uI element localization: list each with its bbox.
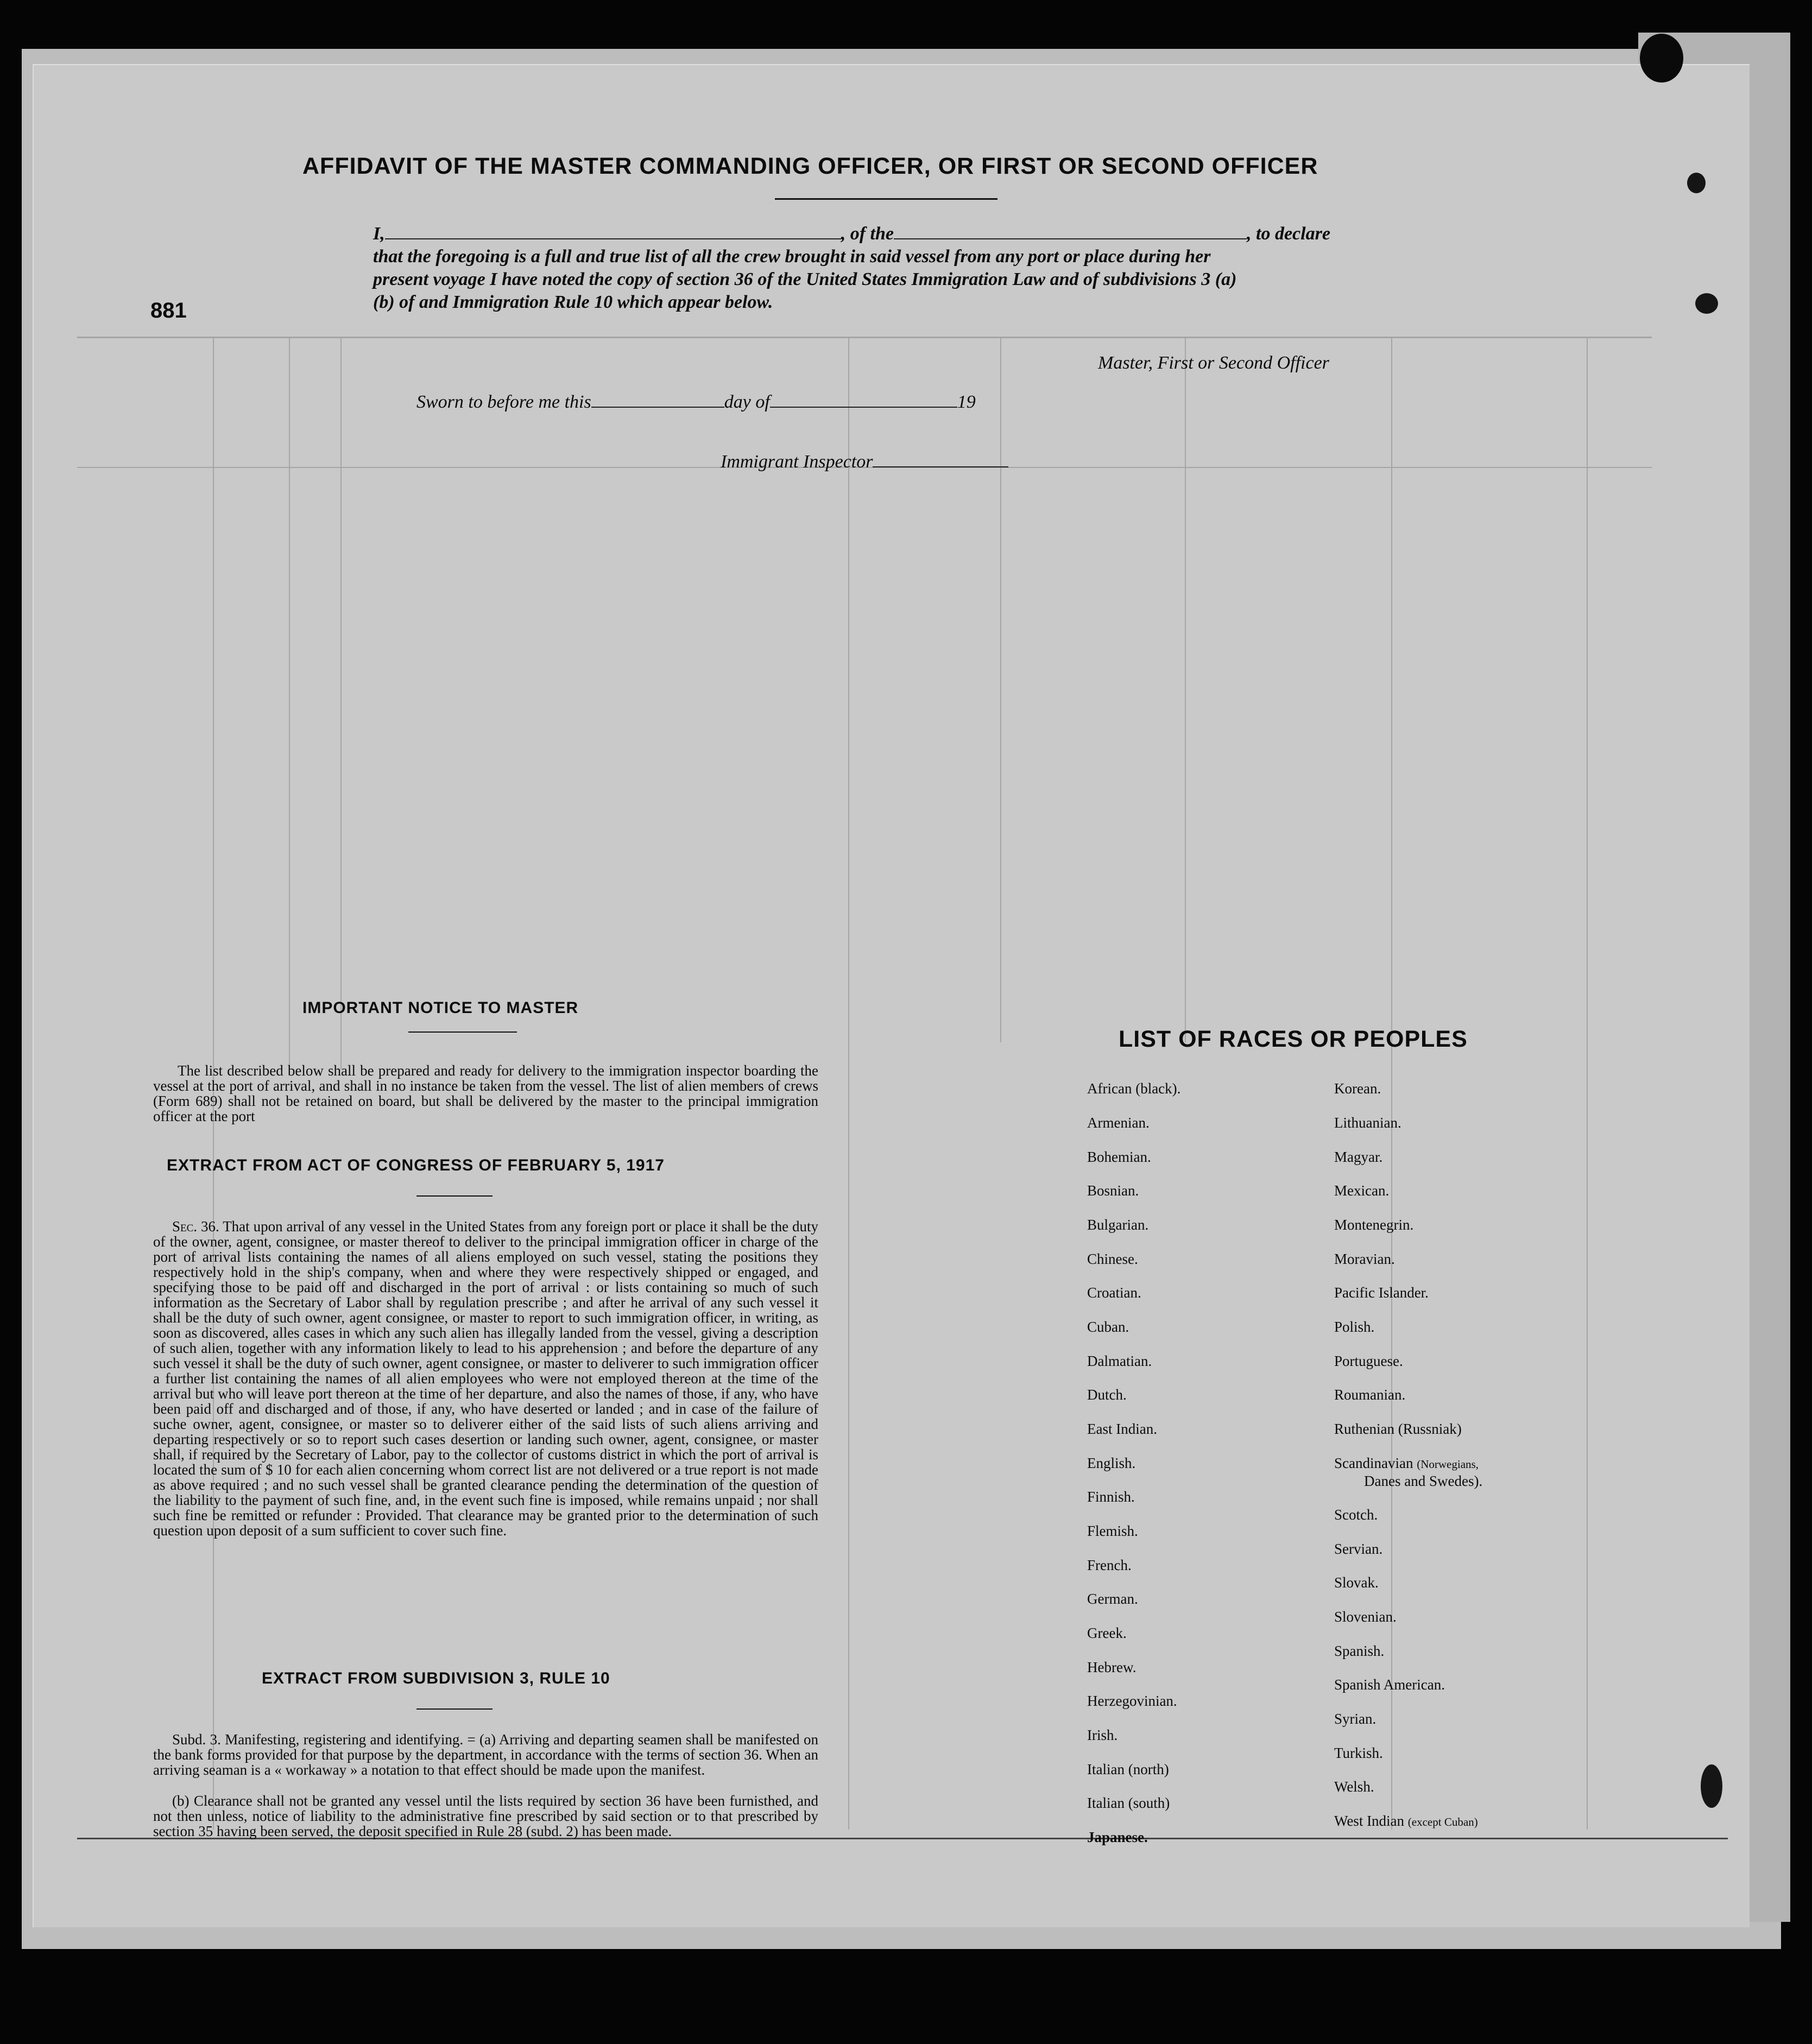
race-right: Pacific Islander. — [1334, 1284, 1429, 1301]
punch-hole — [1687, 173, 1706, 193]
races-heading: LIST OF RACES OR PEOPLES — [1119, 1026, 1468, 1052]
affidavit-line-4: (b) of and Immigration Rule 10 which appear below. — [373, 292, 773, 312]
grid-line — [1185, 337, 1186, 1042]
race-right: Turkish. — [1334, 1745, 1383, 1761]
race-right: Mexican. — [1334, 1182, 1390, 1199]
sworn-label: Sworn to before me this — [416, 392, 591, 412]
act-text — [153, 1219, 818, 1538]
race-left: African (black). — [1087, 1080, 1181, 1097]
grid-line — [77, 337, 1652, 338]
race-left: Flemish. — [1087, 1523, 1138, 1539]
race-left: French. — [1087, 1557, 1132, 1573]
grid-line — [1000, 337, 1001, 1042]
race-left: Italian (south) — [1087, 1795, 1170, 1811]
race-right — [1334, 1455, 1479, 1472]
race-left: Greek. — [1087, 1625, 1127, 1641]
race-right-note: Danes and Swedes). — [1364, 1473, 1483, 1489]
affidavit-line-3: present voyage I have noted the copy of section 36 of the United States Immigration Law and of subdivisions 3 (a) — [373, 269, 1237, 289]
rule-rule — [416, 1708, 493, 1710]
affidavit-to-declare: , to declare — [1247, 224, 1330, 244]
race-left: Bulgarian. — [1087, 1217, 1149, 1233]
race-right: Lithuanian. — [1334, 1115, 1401, 1131]
race-right: Spanish American. — [1334, 1676, 1445, 1693]
race-right: Montenegrin. — [1334, 1217, 1414, 1233]
race-scandinavian: Scandinavian — [1334, 1455, 1413, 1471]
race-right: Syrian. — [1334, 1711, 1377, 1727]
inspector-label: Immigrant Inspector — [721, 452, 873, 472]
race-right: Welsh. — [1334, 1779, 1374, 1795]
affidavit-of-the: , of the — [841, 224, 894, 244]
race-left: Hebrew. — [1087, 1659, 1137, 1675]
race-left: Croatian. — [1087, 1284, 1141, 1301]
act-body: That upon arrival of any vessel in the United States from any foreign port or place it shall be the duty of the owner, agent, consignee, or master thereof to deliver to the principal immigration officer in charge of the port of arrival lists containing the names of all aliens employed on such vessel, stating the positions they respectively hold in the ship's company, when and where they were respectively shipped or engaged, and specifying those to be paid off and discharged in the port of arrival : or lists containing so much of such information as the Secretary of Labor shall by regulation prescribe ; and after he arrival of any such vessel it shall be the duty of such owner, agent consignee, or master to report to such immigration officer, in writing, as soon as discovered, alles cases in which any such alien has illegally landed from the vessel, giving a description of such alien, together with any information likely to lead to his apprehension ; and before the departure of any such vessel it shall be the duty of such owner, agent consignee, or master to deliverer to such immigration officer a further list containing the names of all alien employees who were not employed thereon at the time of the arrival but who will leave port thereon at the time of her departure, and also the names of those, if any, who have been paid off and discharged and of those, if any, who have deserted or landed ; and in case of the failure of suche owner, agent, consignee, or master so to deliverer either of the said lists of such aliens arriving and departing respectively or so to report such cases desertion or landing such owner, agent, consignee, or master shall, if required by the Secretary of Labor, pay to the collector of customs district in which the port of arrival is located the sum of $ 10 for each alien concerning whom correct list are not delivered or a true report is not made as above required ; and no such vessel shall be granted clearance pending the determination of the question of the liability to the payment of such fine, and, in the event such fine is imposed, while remains unpaid ; nor shall such fine be remitted or refunder : Provided. That clearance may be granted prior to the determination of such question upon deposit of a sum sufficient to cover such fine. — [153, 1218, 819, 1539]
race-right: Servian. — [1334, 1541, 1383, 1557]
affidavit-line-1 — [373, 223, 1330, 245]
rule-heading: EXTRACT FROM SUBDIVISION 3, RULE 10 — [262, 1669, 610, 1687]
race-left: Bohemian. — [1087, 1149, 1151, 1165]
rule-subd-a: Subd. 3. Manifesting, registering and identifying. = (a) Arriving and departing seamen shall be manifested on the bank forms provided for that purpose by the department, in accordance with the terms of section 36. When an arriving seaman is a « workaway » a notation to that effect should be made upon the manifest. — [153, 1731, 818, 1778]
race-left: East Indian. — [1087, 1421, 1157, 1437]
race-right: Roumanian. — [1334, 1387, 1406, 1403]
day-blank[interactable] — [591, 407, 724, 408]
affidavit-title: AFFIDAVIT OF THE MASTER COMMANDING OFFICER, OR FIRST OR SECOND OFFICER — [302, 153, 1318, 179]
affidavit-line-2: that the foregoing is a full and true list of all the crew brought in said vessel from any port or place during her — [373, 246, 1211, 267]
race-left: Dalmatian. — [1087, 1353, 1152, 1369]
rule-subd-b: (b) Clearance shall not be granted any vessel until the lists required by section 36 have been furnisthed, and not then unless, notice of liability to the administrative fine prescribed by said section or to that prescribed by section 35 having been served, the deposit specified in Rule 28 (subd. 2) has been made. — [153, 1793, 818, 1839]
race-right: Scotch. — [1334, 1507, 1378, 1523]
race-right: Portuguese. — [1334, 1353, 1403, 1369]
year-label: 19 — [957, 392, 976, 412]
notice-text: The list described below shall be prepared and ready for delivery to the immigration inspector boarding the vessel at the port of arrival, and shall in no instance be taken from the vessel. The list of alien members of crews (Form 689) shall not be retained on board, but shall be delivered by the master to the principal immigration officer at the port — [153, 1062, 818, 1124]
race-left: Dutch. — [1087, 1387, 1127, 1403]
inspector-line — [721, 451, 1008, 473]
name-blank[interactable] — [385, 238, 841, 239]
race-left: Italian (north) — [1087, 1761, 1169, 1777]
race-west-indian-note: (except Cuban) — [1407, 1815, 1478, 1828]
act-lead: Sec. 36. — [172, 1218, 219, 1235]
race-right: Slovenian. — [1334, 1609, 1397, 1625]
race-right: Ruthenian (Russniak) — [1334, 1421, 1462, 1437]
race-left: Irish. — [1087, 1727, 1118, 1743]
punch-hole — [1695, 293, 1718, 314]
month-blank[interactable] — [770, 407, 957, 408]
race-left: German. — [1087, 1591, 1138, 1607]
race-scandinavian-note: (Norwegians, — [1417, 1458, 1479, 1471]
act-rule — [416, 1195, 493, 1197]
grid-line — [289, 337, 290, 1070]
vessel-blank[interactable] — [894, 238, 1247, 239]
day-of-label: day of — [724, 392, 770, 412]
punch-hole — [1701, 1764, 1722, 1808]
grid-line — [848, 337, 849, 1830]
race-right: Korean. — [1334, 1080, 1381, 1097]
sheet-number: 881 — [150, 299, 187, 322]
title-rule — [775, 198, 997, 200]
race-west-indian: West Indian — [1334, 1813, 1405, 1829]
master-label: Master, First or Second Officer — [1098, 353, 1329, 373]
race-right: Magyar. — [1334, 1149, 1383, 1165]
race-left: English. — [1087, 1455, 1136, 1471]
grid-line — [340, 337, 342, 1070]
race-left: Japanese. — [1087, 1829, 1148, 1845]
inspector-blank[interactable] — [873, 466, 1008, 467]
corner-tab — [1640, 34, 1683, 83]
race-left: Finnish. — [1087, 1489, 1135, 1505]
race-left: Cuban. — [1087, 1319, 1129, 1335]
race-left: Herzegovinian. — [1087, 1693, 1177, 1709]
race-left: Chinese. — [1087, 1251, 1138, 1267]
race-right: Spanish. — [1334, 1643, 1385, 1659]
race-left: Armenian. — [1087, 1115, 1150, 1131]
sworn-line — [416, 391, 976, 414]
race-right: Slovak. — [1334, 1574, 1379, 1591]
race-right: Moravian. — [1334, 1251, 1395, 1267]
grid-line — [1587, 337, 1588, 1830]
grid-line — [1391, 337, 1392, 1830]
notice-rule — [408, 1032, 517, 1033]
race-left: Bosnian. — [1087, 1182, 1139, 1199]
notice-heading: IMPORTANT NOTICE TO MASTER — [302, 999, 579, 1017]
race-right: Polish. — [1334, 1319, 1375, 1335]
manifest-page — [33, 64, 1750, 1927]
act-heading: EXTRACT FROM ACT OF CONGRESS OF FEBRUARY 5, 1917 — [167, 1156, 665, 1174]
race-right — [1334, 1813, 1478, 1830]
affidavit-i: I, — [373, 224, 385, 244]
